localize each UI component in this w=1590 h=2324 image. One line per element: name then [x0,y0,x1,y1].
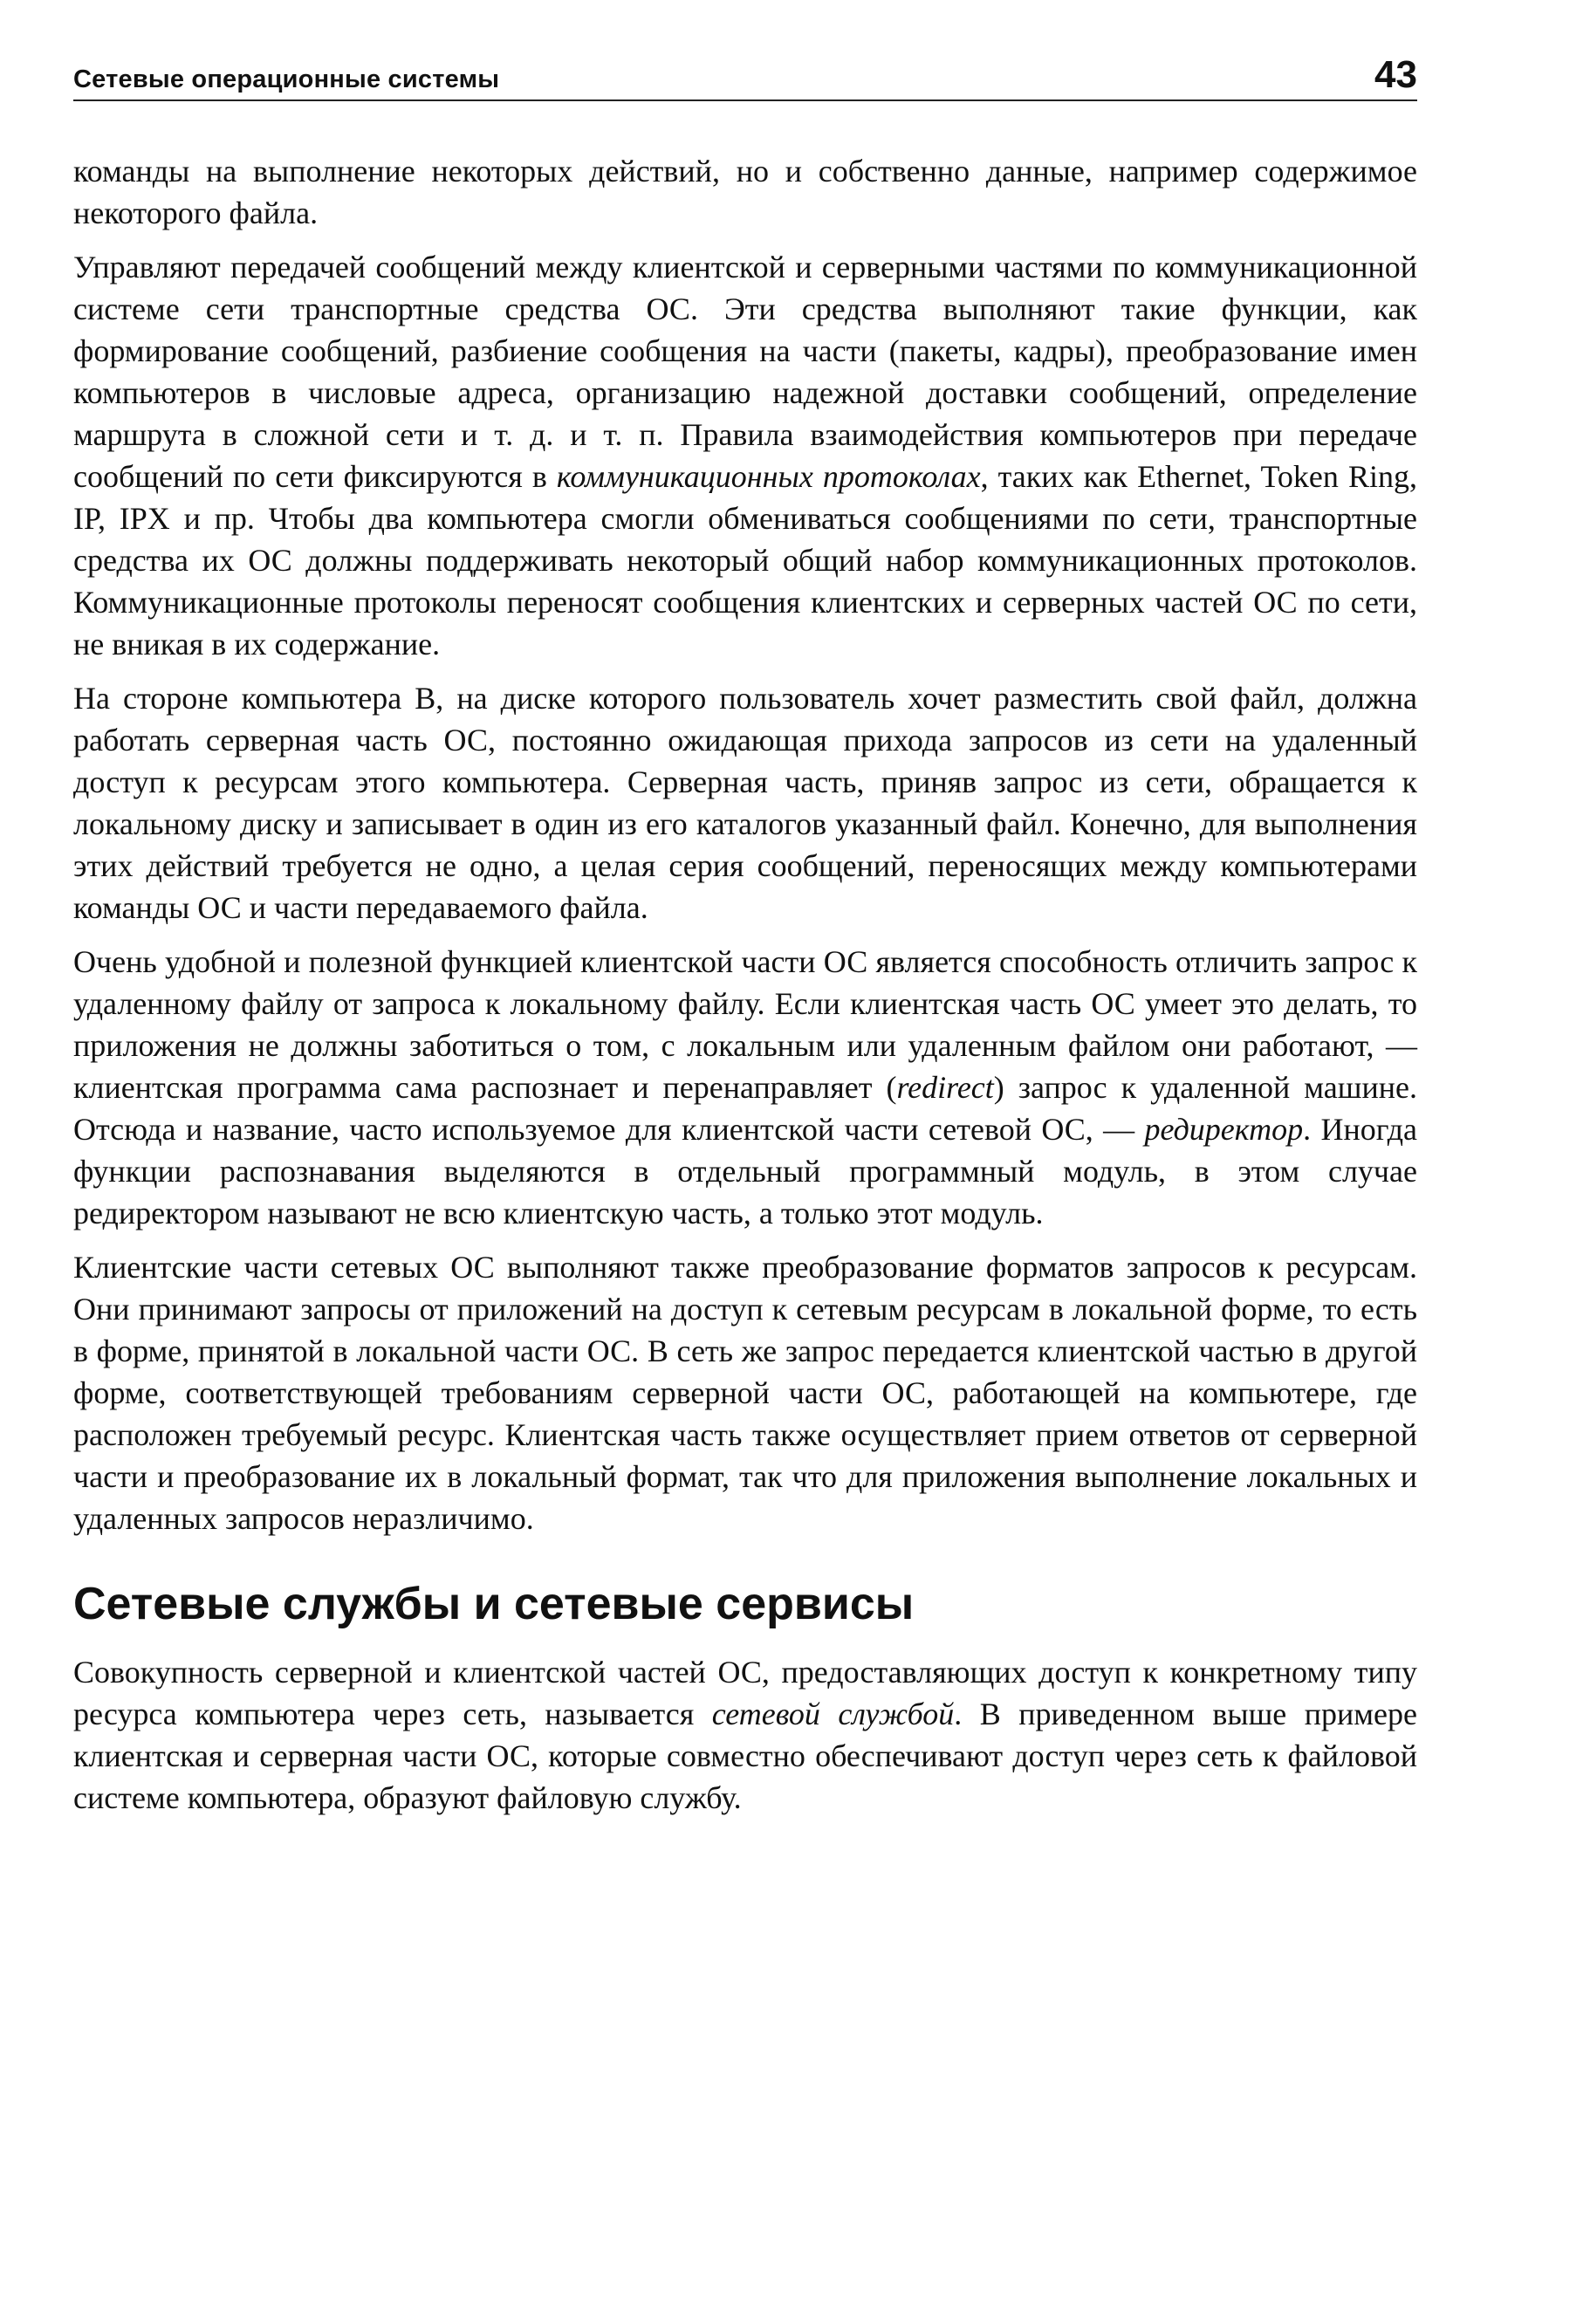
paragraph [73,677,1417,929]
text-run: , таких как Ethernet, Token Ring, IP, IPX и пр. Чтобы два компьютера смогли обмениваться сообщениями по сети, транспортные средства их ОС должны поддерживать некоторый общий набор коммуникационных протоколов. Коммуникационные протоколы переносят сообщения клиентских и серверных частей ОС по сети, не вникая в их содержание. [73,459,1417,662]
section-heading: Сетевые службы и сетевые сервисы [73,1579,915,1629]
paragraph [73,1651,1417,1819]
text-run: ) запрос к удаленной машине. Отсюда и название, часто используемое для клиентской части сетевой ОС, — [73,1070,1417,1147]
paragraph [73,941,1417,1234]
body-text [73,150,1417,1819]
running-header [73,45,1417,101]
text-run: Управляют передачей сообщений между клиентской и серверными частями по коммуникационной системе сети транспортные средства ОС. Эти средства выполняют такие функции, как формирование сообщений, разбиение сообщения на части (пакеты, кадры), преобразование имен компьютеров в числовые адреса, организацию надежной доставки сообщений, определение маршрута в сложной сети и т. д. и т. п. Правила взаимодействия компьютеров при передаче сообщений по сети фиксируются в [73,250,1417,494]
running-title: Сетевые операционные системы [73,65,500,93]
paragraph [73,150,1417,234]
text-run: . Иногда функции распознавания выделяются в отдельный программный модуль, в этом случае редиректором называют не всю клиентскую часть, а только этот модуль. [73,1112,1418,1231]
text-run: Клиентские части сетевых ОС выполняют также преобразование форматов запросов к ресурсам. Они принимают запросы от приложений на доступ к сетевым ресурсам в локальной форме, то есть в форме, принятой в локальной части ОС. В сеть же запрос передается клиентской частью в другой форме, соответствующей требованиям серверной части ОС, работающей на компьютере, где расположен требуемый ресурс. Клиентская часть также осуществляет прием ответов от серверной части и преобразование их в локальный формат, так что для приложения выполнение локальных и удаленных запросов неразличимо. [73,1250,1417,1536]
page-number: 43 [1374,53,1417,96]
text-run: команды на выполнение некоторых действий, но и собственно данные, например содержимое некоторого файла. [73,154,1417,230]
paragraph [73,246,1417,665]
text-run: Очень удобной и полезной функцией клиентской части ОС является способность отличить запрос к удаленному файлу от запроса к локальному файлу. Если клиентская часть ОС умеет это делать, то приложения не должны заботиться о том, с локальным или удаленным файлом они работают, — клиентская программа сама распознает и перенаправляет ( [73,944,1417,1105]
text-run: Совокупность серверной и клиентской частей ОС, предоставляющих доступ к конкретному типу ресурса компьютера через сеть, называется [73,1655,1417,1731]
paragraph [73,1246,1417,1539]
italic-term: redirect [896,1070,994,1105]
italic-term: редиректор [1144,1112,1304,1147]
text-run: На стороне компьютера В, на диске которого пользователь хочет разместить свой файл, должна работать серверная часть ОС, постоянно ожидающая прихода запросов из сети на удаленный доступ к ресурсам этого компьютера. Серверная часть, приняв запрос из сети, обращается к локальному диску и записывает в один из его каталогов указанный файл. Конечно, для выполнения этих действий требуется не одно, а целая серия сообщений, переносящих между компьютерами команды ОС и части передаваемого файла. [73,681,1417,925]
italic-term: коммуникационных протоколах [556,459,981,494]
book-page [73,45,1417,1831]
italic-term: сетевой службой [711,1697,955,1731]
text-run: . В приведенном выше примере клиентская и серверная части ОС, которые совместно обеспечивают доступ через сеть к файловой системе компьютера, образуют файловую службу. [73,1697,1418,1815]
